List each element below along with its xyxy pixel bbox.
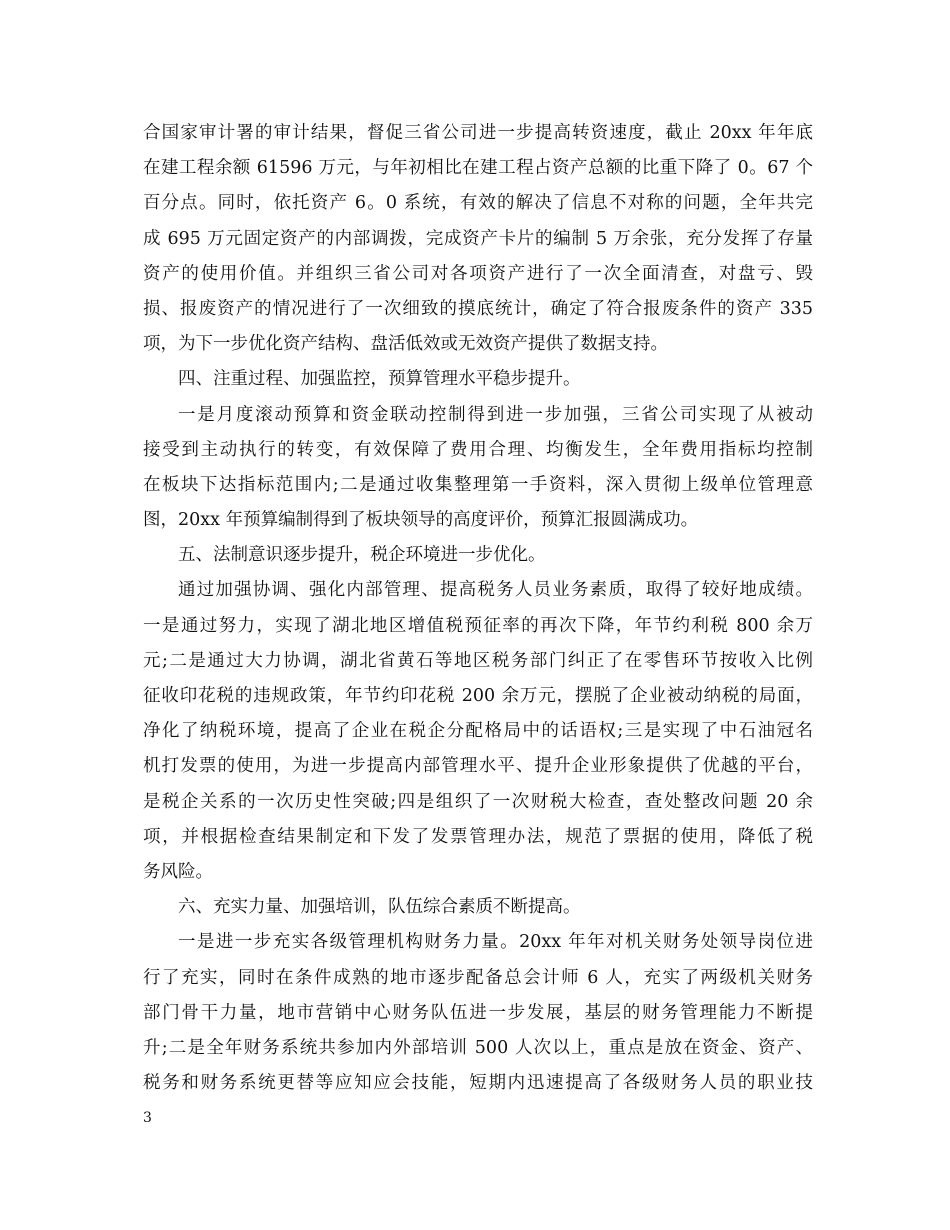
- text-line: 行了充实，同时在条件成熟的地市逐步配备总会计师 6 人，充实了两级机关财务: [143, 967, 813, 988]
- text-line: 征收印花税的违规政策，年节约印花税 200 余万元，摆脱了企业被动纳税的局面，: [143, 686, 813, 706]
- text-line: 务风险。: [143, 861, 213, 882]
- text-line: 是税企关系的一次历史性突破;四是组织了一次财税大检查，查处整改问题 20 余: [143, 791, 813, 812]
- page-number: 3: [143, 1110, 152, 1126]
- text-line: 升;二是全年财务系统共参加内外部培训 500 人次以上，重点是放在资金、资产、: [143, 1037, 813, 1058]
- text-line: 四、注重过程、加强监控，预算管理水平稳步提升。: [178, 369, 581, 390]
- text-line: 图，20xx 年预算编制得到了板块领导的高度评价，预算汇报圆满成功。: [143, 510, 699, 531]
- text-line: 接受到主动执行的转变，有效保障了费用合理、均衡发生，全年费用指标均控制: [143, 439, 813, 460]
- text-line: 净化了纳税环境，提高了企业在税企分配格局中的话语权;三是实现了中石油冠名: [143, 721, 813, 742]
- text-line: 资产的使用价值。并组织三省公司对各项资产进行了一次全面清查，对盘亏、毁: [143, 263, 813, 284]
- text-line: 一是进一步充实各级管理机构财务力量。20xx 年年对机关财务处领导岗位进: [178, 932, 813, 953]
- text-line: 一是月度滚动预算和资金联动控制得到进一步加强，三省公司实现了从被动: [178, 404, 813, 425]
- text-line: 机打发票的使用，为进一步提高内部管理水平、提升企业形象提供了优越的平台，: [143, 756, 813, 777]
- text-line: 通过加强协调、强化内部管理、提高税务人员业务素质，取得了较好地成绩。: [178, 580, 813, 601]
- text-line: 五、法制意识逐步提升，税企环境进一步优化。: [178, 545, 546, 566]
- text-line: 百分点。同时，依托资产 6。0 系统，有效的解决了信息不对称的问题，全年共完: [143, 193, 813, 214]
- document-body: [143, 116, 813, 1101]
- text-line: 合国家审计署的审计结果，督促三省公司进一步提高转资速度，截止 20xx 年年底: [143, 123, 813, 143]
- text-line: 六、充实力量、加强培训，队伍综合素质不断提高。: [178, 897, 581, 918]
- text-line: 部门骨干力量，地市营销中心财务队伍进一步发展，基层的财务管理能力不断提: [143, 1002, 813, 1023]
- text-line: 在板块下达指标范围内;二是通过收集整理第一手资料，深入贯彻上级单位管理意: [143, 474, 813, 495]
- text-line: 项，为下一步优化资产结构、盘活低效或无效资产提供了数据支持。: [143, 334, 668, 355]
- text-line: 元;二是通过大力协调，湖北省黄石等地区税务部门纠正了在零售环节按收入比例: [143, 650, 813, 671]
- text-line: 损、报废资产的情况进行了一次细致的摸底统计，确定了符合报废条件的资产 335: [143, 298, 813, 319]
- text-line: 税务和财务系统更替等应知应会技能，短期内迅速提高了各级财务人员的职业技: [143, 1073, 813, 1094]
- text-line: 项，并根据检查结果制定和下发了发票管理办法，规范了票据的使用，降低了税: [143, 826, 813, 847]
- text-line: 成 695 万元固定资产的内部调拨，完成资产卡片的编制 5 万余张，充分发挥了存量: [143, 228, 813, 249]
- text-line: 一是通过努力，实现了湖北地区增值税预征率的再次下降，年节约利税 800 余万: [143, 615, 813, 636]
- text-line: 在建工程余额 61596 万元，与年初相比在建工程占资产总额的比重下降了 0。67 个: [143, 158, 813, 179]
